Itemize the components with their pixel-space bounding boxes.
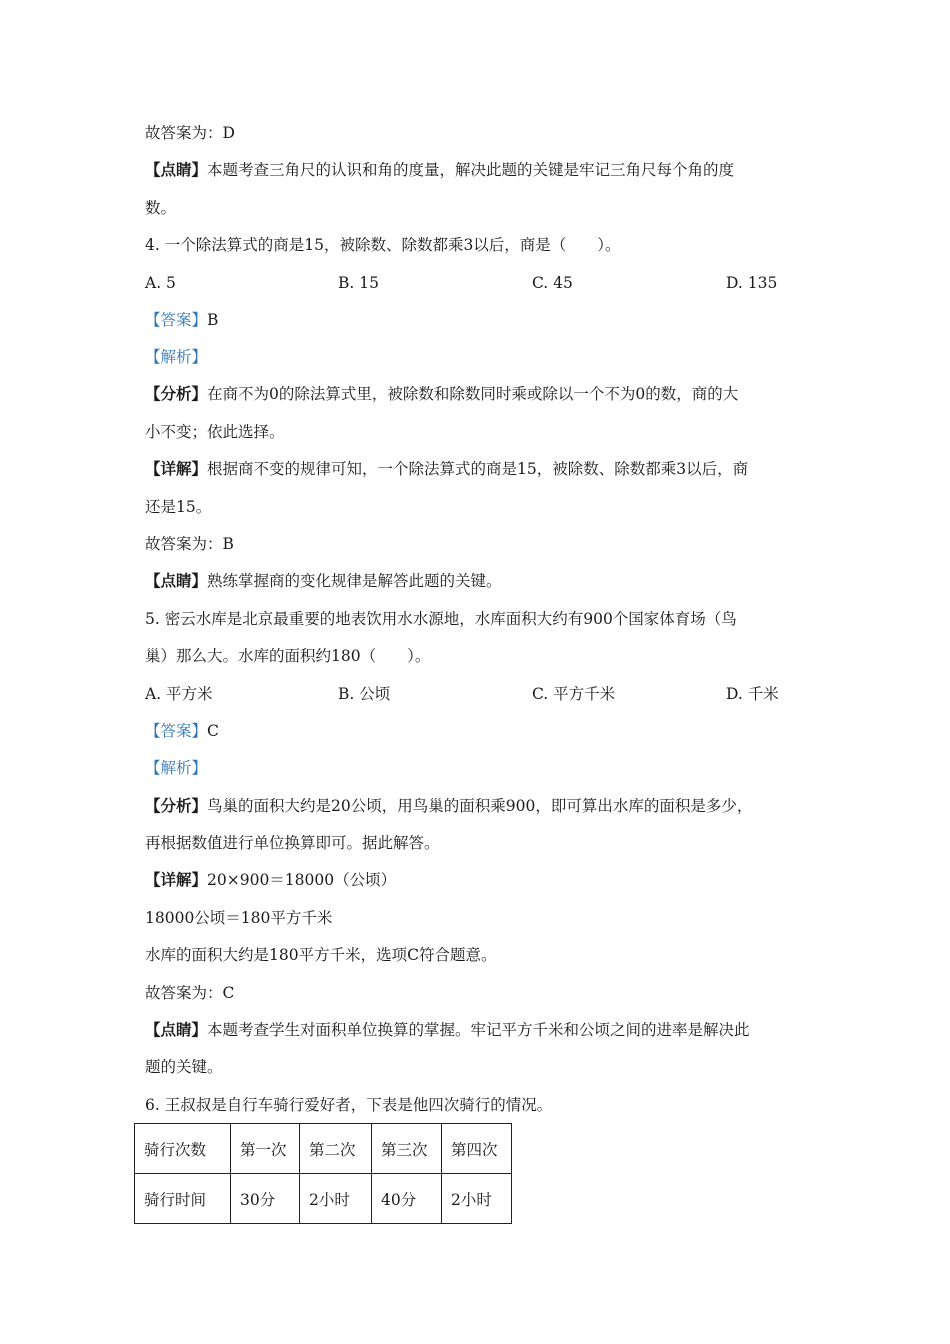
table-row	[135, 1174, 512, 1224]
q5-comment-text: 本题考查学生对面积单位换算的掌握。牢记平方千米和公顷之间的进率是解决此	[207, 1021, 750, 1039]
table-cell: 骑行时间	[135, 1174, 231, 1224]
q5-detail-line3: 水库的面积大约是180平方千米，选项C符合题意。	[145, 946, 497, 964]
q4-comment	[145, 571, 502, 591]
table-header-cell: 第一次	[231, 1124, 300, 1174]
q4-answer-tag: 【答案】	[145, 311, 208, 329]
q5-question-cont: 巢）那么大。水库的面积约180（ ）。	[145, 647, 431, 665]
q4-detail-text: 根据商不变的规律可知，一个除法算式的商是15，被除数、除数都乘3以后，商	[207, 460, 749, 478]
table-header-cell: 骑行次数	[135, 1124, 231, 1174]
q4-jiexi-tag: 【解析】	[145, 348, 208, 366]
q4-answer	[145, 310, 218, 330]
q5-final-answer: 故答案为：C	[145, 984, 235, 1002]
q4-analysis-tag: 【分析】	[145, 384, 208, 403]
q4-comment-tag: 【点睛】	[145, 571, 208, 590]
q5-detail-line2: 18000公顷＝180平方千米	[145, 909, 333, 927]
q4-option-b: B. 15	[338, 274, 379, 292]
q5-option-b: B. 公顷	[338, 685, 391, 703]
q4-answer-value: B	[207, 311, 219, 329]
q4-analysis-text: 在商不为0的除法算式里，被除数和除数同时乘或除以一个不为0的数，商的大	[207, 385, 739, 403]
q3-comment-text: 本题考查三角尺的认识和角的度量，解决此题的关键是牢记三角尺每个角的度	[207, 161, 735, 179]
q5-answer-value: C	[207, 722, 219, 740]
q4-analysis	[145, 384, 738, 404]
q5-question: 5. 密云水库是北京最重要的地表饮用水水源地，水库面积大约有900个国家体育场（鸟	[145, 610, 737, 628]
q4-detail	[145, 459, 748, 479]
q4-question: 4. 一个除法算式的商是15，被除数、除数都乘3以后，商是（ ）。	[145, 236, 621, 254]
q3-comment-tag: 【点睛】	[145, 160, 208, 179]
table-row	[135, 1124, 512, 1174]
q5-jiexi-tag: 【解析】	[145, 759, 208, 777]
q4-option-c: C. 45	[532, 274, 573, 292]
q5-option-d: D. 千米	[726, 685, 779, 703]
q5-detail	[145, 870, 396, 890]
q5-detail-text: 20×900＝18000（公顷）	[207, 871, 397, 889]
q4-final-answer: 故答案为：B	[145, 535, 234, 553]
table-header-cell: 第四次	[442, 1124, 512, 1174]
q6-question: 6. 王叔叔是自行车骑行爱好者，下表是他四次骑行的情况。	[145, 1096, 553, 1114]
q3-comment	[145, 160, 734, 180]
q5-option-c: C. 平方千米	[532, 685, 616, 703]
q4-option-d: D. 135	[726, 274, 778, 292]
q5-comment	[145, 1020, 750, 1040]
q4-detail-cont: 还是15。	[145, 498, 212, 516]
table-cell: 2小时	[300, 1174, 372, 1224]
q5-analysis-cont: 再根据数值进行单位换算即可。据此解答。	[145, 834, 440, 852]
table-cell: 30分	[231, 1174, 300, 1224]
q3-comment-cont: 数。	[145, 199, 177, 217]
table-cell: 2小时	[442, 1174, 512, 1224]
q5-analysis-text: 鸟巢的面积大约是20公顷，用鸟巢的面积乘900，即可算出水库的面积是多少，	[207, 797, 753, 815]
q3-final-answer: 故答案为：D	[145, 124, 235, 142]
q5-comment-cont: 题的关键。	[145, 1058, 223, 1076]
q4-comment-text: 熟练掌握商的变化规律是解答此题的关键。	[207, 572, 502, 590]
table-cell: 40分	[372, 1174, 442, 1224]
q5-answer	[145, 721, 219, 741]
q5-answer-tag: 【答案】	[145, 722, 208, 740]
ride-table	[134, 1123, 512, 1224]
q5-comment-tag: 【点睛】	[145, 1020, 208, 1039]
q5-analysis-tag: 【分析】	[145, 796, 208, 815]
q4-detail-tag: 【详解】	[145, 459, 208, 478]
q5-detail-tag: 【详解】	[145, 870, 208, 889]
table-header-cell: 第二次	[300, 1124, 372, 1174]
q5-option-a: A. 平方米	[145, 685, 213, 703]
q4-option-a: A. 5	[145, 274, 176, 292]
q5-analysis	[145, 796, 752, 816]
table-header-cell: 第三次	[372, 1124, 442, 1174]
q4-analysis-cont: 小不变；依此选择。	[145, 423, 285, 441]
